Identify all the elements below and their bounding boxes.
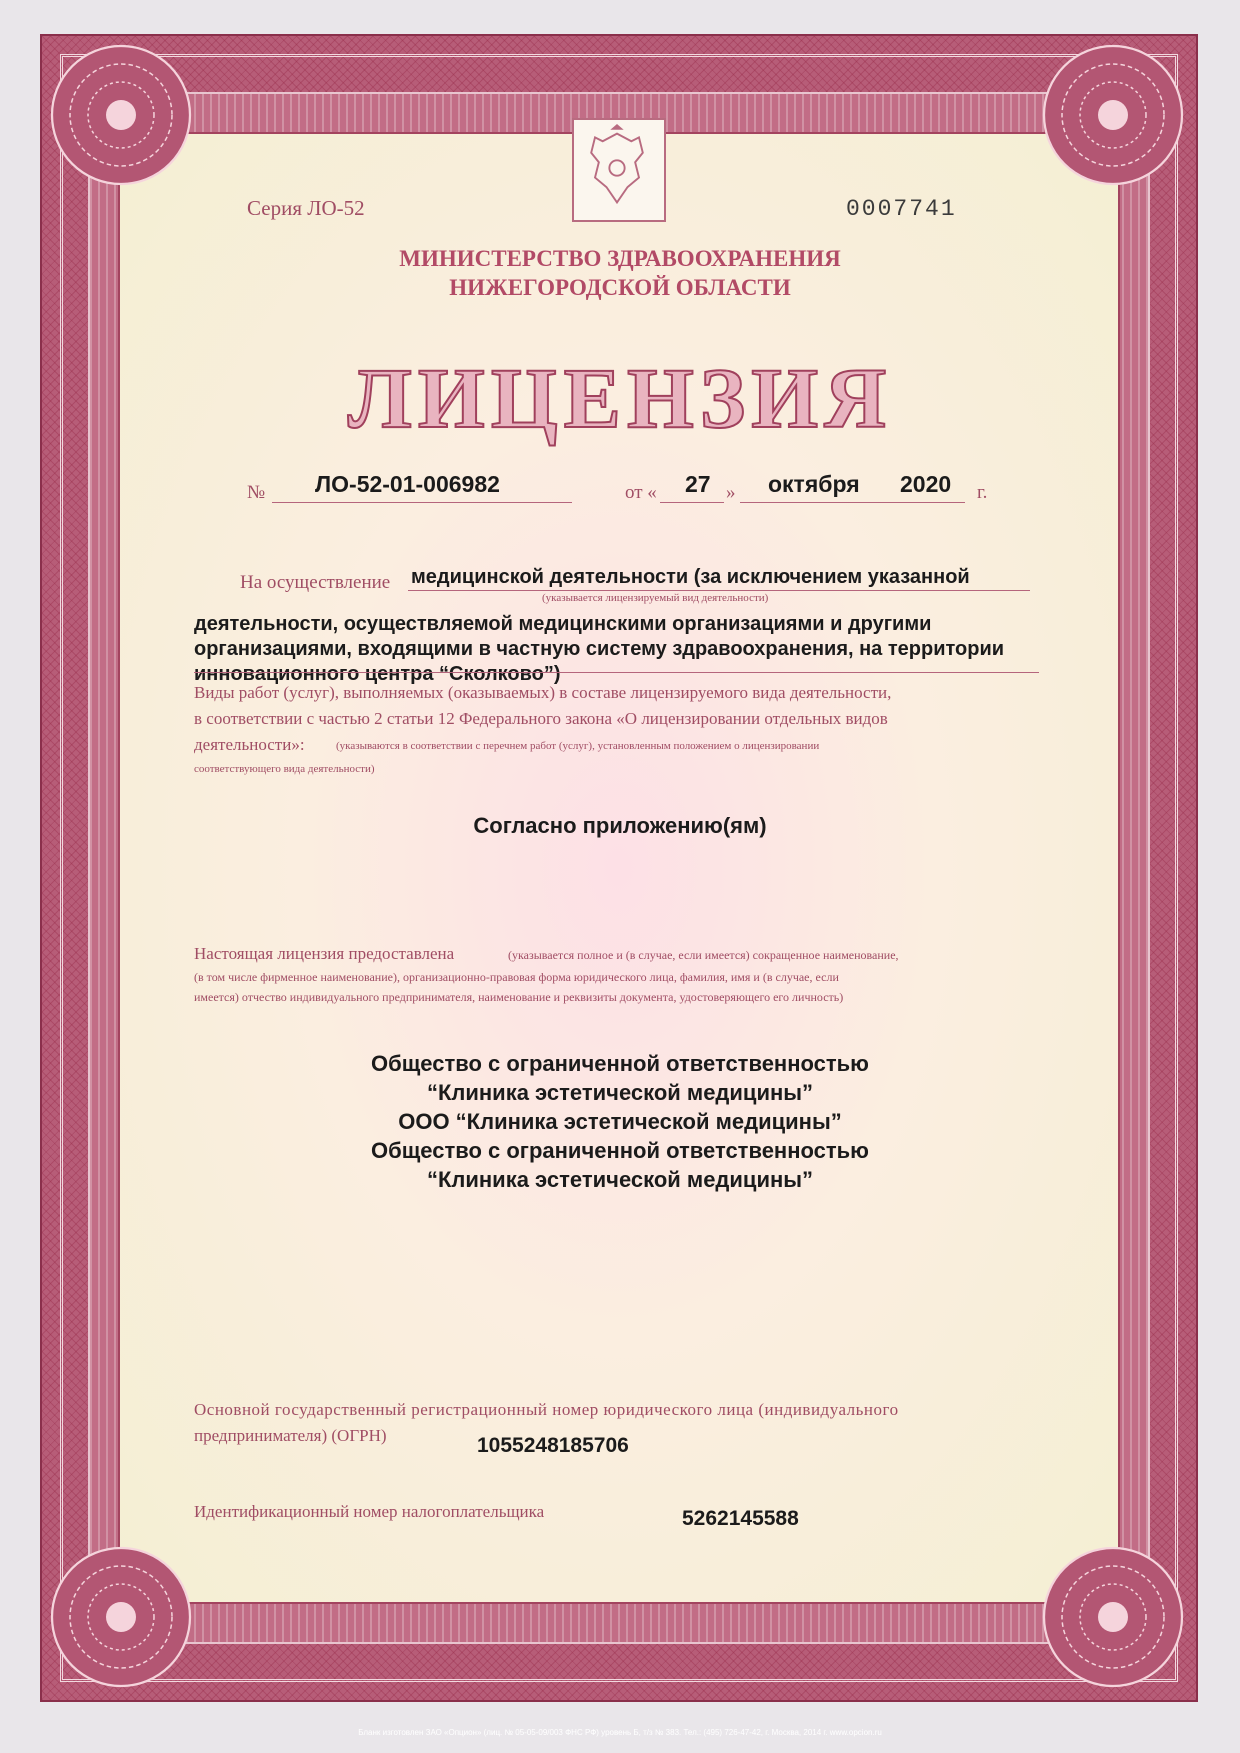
inn-value: 5262145588 [682, 1507, 799, 1530]
activity-line-4: инновационного центра “Сколково”) [194, 663, 561, 685]
license-number-underline [272, 502, 572, 503]
licensee-name-line-4: Общество с ограниченной ответственностью [371, 1138, 869, 1163]
works-value: Согласно приложению(ям) [473, 813, 767, 838]
year-suffix: г. [977, 482, 988, 503]
license-day: 27 [685, 471, 711, 497]
activity-line-2: деятельности, осуществляемой медицинскими организациями и другими [194, 613, 932, 635]
printer-footer: Бланк изготовлен ЗАО «Опцион» (лиц. № 05-05-09/003 ФНС РФ) уровень Б, т/з № 383. Тел.: (495) 726-47-42, г. Москва, 2014 г. www.opcion.ru [358, 1728, 882, 1737]
ogrn-label-line-1: Основной государственный регистрационный номер юридического лица (индивидуального [194, 1400, 899, 1419]
date-prefix: от « [625, 482, 657, 503]
ogrn-label-line-2: предпринимателя) (ОГРН) [194, 1426, 387, 1445]
blank-number: 0007741 [846, 196, 957, 222]
activity-line-3: организациями, входящими в частную систему здравоохранения, на территории [194, 638, 1005, 660]
licensee-name-line-5: “Клиника эстетической медицины” [426, 1167, 814, 1192]
activity-hint: (указывается лицензируемый вид деятельности) [542, 592, 769, 604]
licensee-name-line-3: ООО “Клиника эстетической медицины” [398, 1109, 842, 1134]
licensee-hint-2: (в том числе фирменное наименование), организационно-правовая форма юридического лица, фамилия, имя и (в случае, если [194, 970, 839, 984]
works-hint-line-1: (указываются в соответствии с перечнем работ (услуг), установленным положением о лицензировании [336, 740, 820, 752]
coat-of-arms-icon [572, 118, 666, 222]
license-number: ЛО-52-01-006982 [315, 471, 500, 497]
works-text-line-2: в соответствии с частью 2 статьи 12 Федерального закона «О лицензировании отдельных видов [194, 709, 888, 728]
licensee-label: Настоящая лицензия предоставлена [194, 944, 455, 963]
licensee-hint-3: имеется) отчество индивидуального предпринимателя, наименование и реквизиты документа, удостоверяющего его личность) [194, 990, 844, 1004]
series-label: Серия ЛО-52 [247, 196, 365, 220]
works-hint-line-2: соответствующего вида деятельности) [194, 763, 375, 775]
ministry-line-2: НИЖЕГОРОДСКОЙ ОБЛАСТИ [449, 275, 791, 300]
date-quote-close: » [726, 482, 736, 503]
licensee-name-line-1: Общество с ограниченной ответственностью [371, 1051, 869, 1076]
inn-label: Идентификационный номер налогоплательщика [194, 1502, 545, 1521]
activity-underline-2 [194, 672, 1039, 673]
works-text-line-1: Виды работ (услуг), выполняемых (оказываемых) в составе лицензируемого вида деятельности, [194, 683, 892, 702]
ogrn-value: 1055248185706 [477, 1434, 629, 1457]
document-title: ЛИЦЕНЗИЯ [347, 350, 893, 446]
license-number-label: № [247, 482, 266, 503]
works-text-line-3: деятельности»: [194, 735, 305, 754]
day-underline [660, 502, 724, 503]
license-month: октября [768, 471, 860, 497]
activity-underline [408, 590, 1030, 591]
licensee-hint-1: (указывается полное и (в случае, если имеется) сокращенное наименование, [508, 948, 899, 962]
license-year: 2020 [900, 471, 952, 497]
licensee-name-line-2: “Клиника эстетической медицины” [426, 1080, 814, 1105]
month-year-underline [740, 502, 965, 503]
activity-label: На осуществление [240, 572, 391, 593]
activity-line-1: медицинской деятельности (за исключением указанной [411, 566, 970, 588]
ministry-line-1: МИНИСТЕРСТВО ЗДРАВООХРАНЕНИЯ [399, 246, 841, 271]
